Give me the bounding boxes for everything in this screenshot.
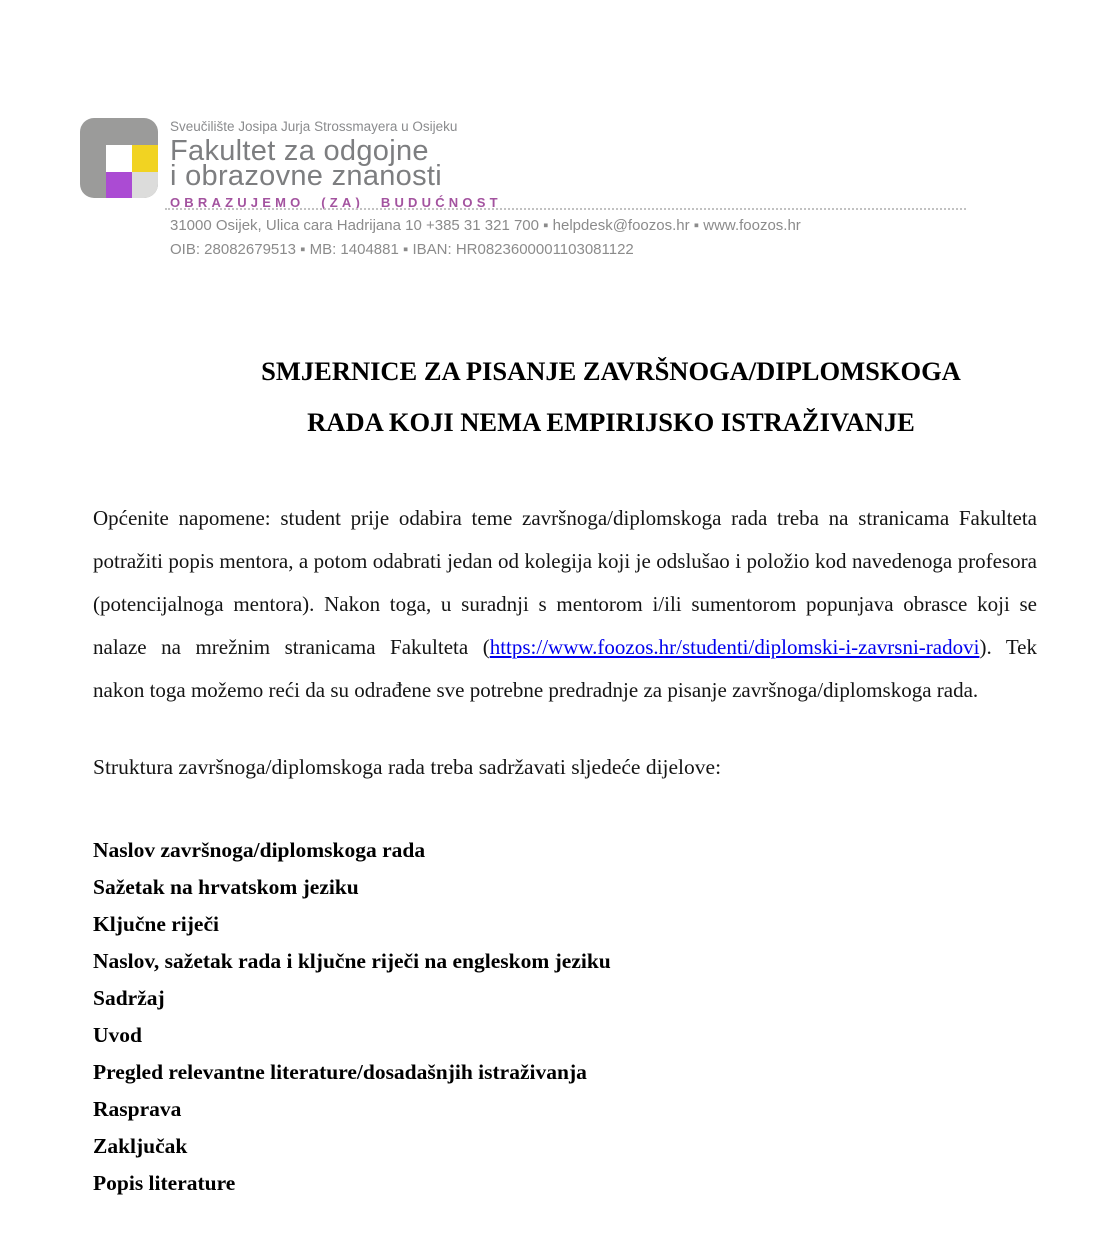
document-title-line-1: SMJERNICE ZA PISANJE ZAVRŠNOGA/DIPLOMSKOGA	[261, 356, 961, 386]
structure-list-item: Ključne riječi	[93, 912, 219, 936]
faculty-tagline: OBRAZUJEMO (ZA) BUDUĆNOST	[170, 195, 502, 210]
faculty-name-line-2: i obrazovne znanosti	[170, 160, 442, 192]
university-name: Sveučilište Josipa Jurja Strossmayera u Osijeku	[170, 119, 458, 134]
contact-address-line: 31000 Osijek, Ulica cara Hadrijana 10 +385 31 321 700 ▪ helpdesk@foozos.hr ▪ www.foozos.hr	[170, 217, 801, 234]
document-title	[190, 346, 1032, 448]
logo-squares	[106, 145, 158, 198]
logo-square-yellow	[132, 145, 158, 172]
structure-intro-line: Struktura završnoga/diplomskoga rada treba sadržavati sljedeće dijelove:	[93, 755, 722, 779]
logo-square-white	[106, 145, 132, 172]
guidelines-link[interactable]: https://www.foozos.hr/studenti/diplomski-i-zavrsni-radovi	[489, 635, 980, 659]
faculty-logo-icon	[80, 118, 158, 198]
structure-list-item: Naslov završnoga/diplomskoga rada	[93, 838, 426, 862]
letterhead	[170, 119, 502, 210]
paragraph-text-after-link: ). Tek nakon toga možemo reći da su odrađene sve potrebne predradnje za pisanje završnoga/diplomskoga rada.	[93, 635, 1038, 702]
structure-list-item: Sažetak na hrvatskom jeziku	[93, 875, 359, 899]
faculty-name-line-1: Fakultet za odgojne	[170, 135, 429, 167]
intro-paragraph	[93, 497, 1037, 712]
letterhead-divider	[165, 208, 966, 210]
contact-info	[170, 214, 801, 262]
paragraph-text-before-link: Općenite napomene: student prije odabira teme završnoga/diplomskoga rada treba na stranicama Fakulteta potražiti popis mentora, a potom odabrati jedan od kolegija koji je odslušao i položio kod navedenoga profesora (potencijalnoga mentora). Nakon toga, u suradnji s mentorom i/ili sumentorom popunjava obrasce koji se nalaze na mrežnim stranicama Fakulteta (	[93, 506, 1037, 659]
logo-square-gray	[132, 172, 158, 198]
logo-square-purple	[106, 172, 132, 198]
document-title-line-2: RADA KOJI NEMA EMPIRIJSKO ISTRAŽIVANJE	[307, 407, 915, 437]
structure-list-item: Sadržaj	[93, 986, 165, 1010]
structure-list-item: Popis literature	[93, 1171, 236, 1195]
structure-list-item: Naslov, sažetak rada i ključne riječi na engleskom jeziku	[93, 949, 611, 973]
structure-list-item: Zaključak	[93, 1134, 188, 1158]
structure-list-item: Uvod	[93, 1023, 142, 1047]
structure-list	[93, 832, 1037, 1202]
structure-list-item: Pregled relevantne literature/dosadašnjih istraživanja	[93, 1060, 587, 1084]
structure-list-item: Rasprava	[93, 1097, 182, 1121]
contact-ids-line: OIB: 28082679513 ▪ MB: 1404881 ▪ IBAN: HR0823600001103081122	[170, 241, 634, 258]
